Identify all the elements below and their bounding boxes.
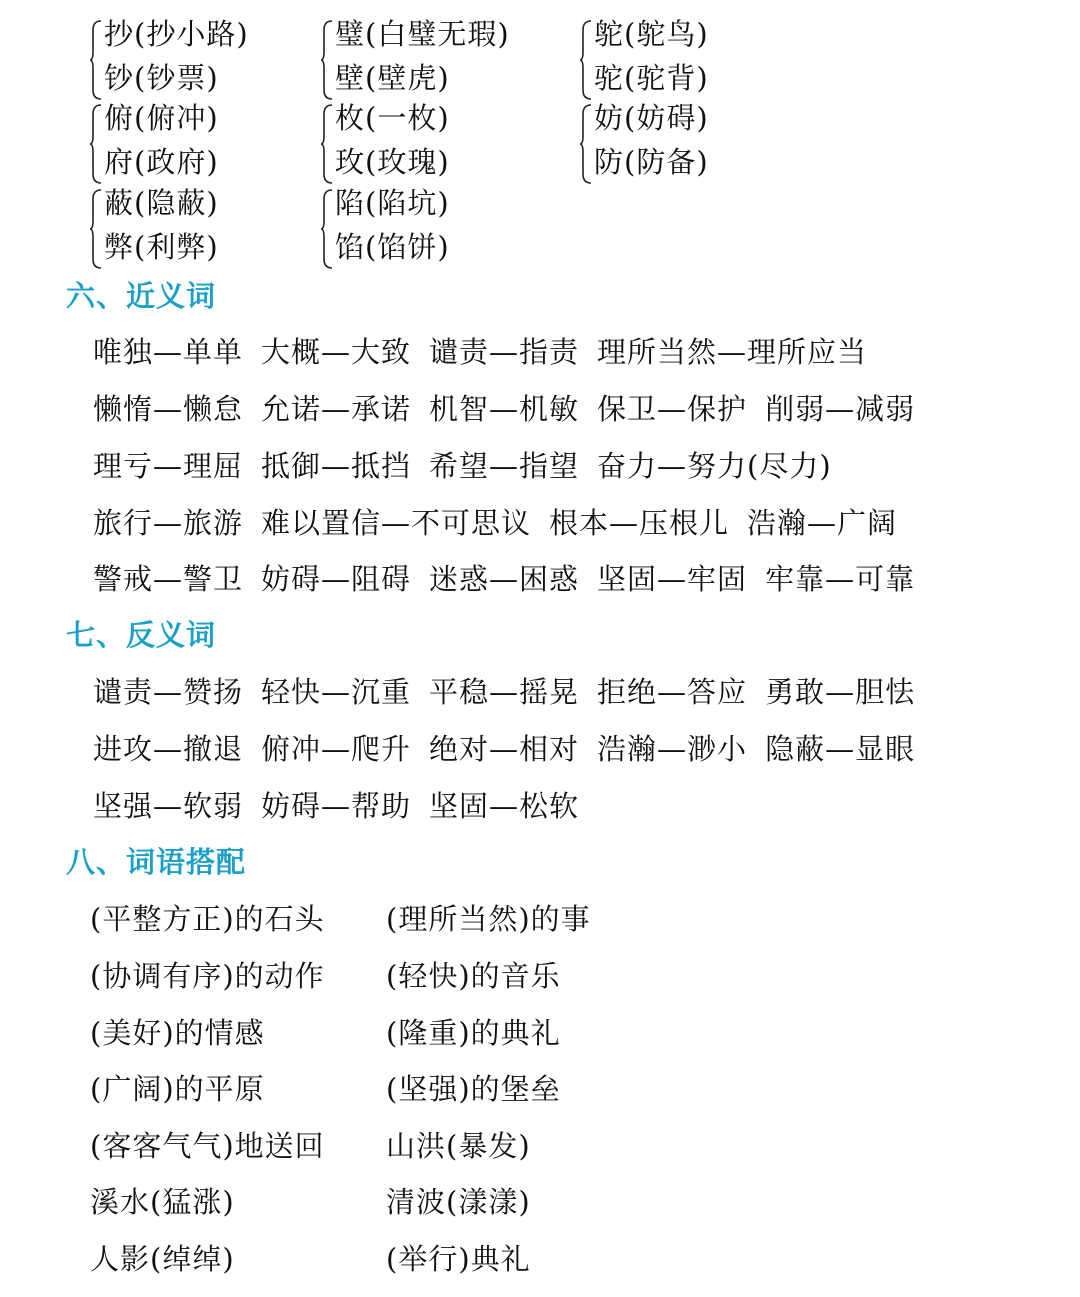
word-pair: 旅行—旅游 <box>93 506 244 540</box>
collocation-item: (轻快)的音乐 <box>386 959 561 993</box>
char-word: 弊(利弊) <box>104 230 219 264</box>
antonym-row <box>93 729 933 769</box>
collocation-item: 人影(绰绰) <box>90 1242 235 1276</box>
word-pair: 迷惑—困惑 <box>429 562 580 596</box>
word-pair: 勇敢—胆怯 <box>765 675 916 709</box>
brace-icon <box>321 189 333 269</box>
word-pair: 隐蔽—显眼 <box>765 732 916 766</box>
word-pair: 根本—压根儿 <box>549 506 730 540</box>
word-pair: 警戒—警卫 <box>93 562 244 596</box>
collocation-item: (广阔)的平原 <box>90 1072 265 1106</box>
brace-icon <box>90 104 102 184</box>
word-pair: 大概—大致 <box>261 335 412 369</box>
char-word: 馅(馅饼) <box>335 230 450 264</box>
brace-icon <box>580 104 592 184</box>
word-pair: 谴责—赞扬 <box>93 675 244 709</box>
collocation-item: (理所当然)的事 <box>386 902 591 936</box>
antonym-row <box>93 672 933 712</box>
word-pair: 抵御—抵挡 <box>261 449 412 483</box>
char-word: 壁(壁虎) <box>335 61 450 95</box>
brace-icon <box>321 104 333 184</box>
word-pair: 浩瀚—渺小 <box>597 732 748 766</box>
word-pair: 保卫—保护 <box>597 392 748 426</box>
collocation-item: (举行)典礼 <box>386 1242 531 1276</box>
word-pair: 唯独—单单 <box>93 335 244 369</box>
char-word: 防(防备) <box>594 145 709 179</box>
collocation-item: (协调有序)的动作 <box>90 959 325 993</box>
char-word: 俯(俯冲) <box>104 101 219 135</box>
char-word: 玫(玫瑰) <box>335 145 450 179</box>
char-word: 璧(白璧无瑕) <box>335 17 510 51</box>
char-group <box>90 16 330 104</box>
collocation-item: (隆重)的典礼 <box>386 1016 561 1050</box>
char-word: 枚(一枚) <box>335 101 450 135</box>
word-pair: 俯冲—爬升 <box>261 732 412 766</box>
word-pair: 妨碍—帮助 <box>261 789 412 823</box>
section-heading-synonyms: 六、近义词 <box>66 279 217 313</box>
collocation-item: 溪水(猛涨) <box>90 1185 235 1219</box>
word-pair: 希望—指望 <box>429 449 580 483</box>
synonym-row <box>93 332 885 372</box>
char-group <box>321 16 561 104</box>
word-pair: 允诺—承诺 <box>261 392 412 426</box>
word-pair: 坚强—软弱 <box>93 789 244 823</box>
word-pair: 机智—机敏 <box>429 392 580 426</box>
char-word: 陷(陷坑) <box>335 186 450 220</box>
word-pair: 绝对—相对 <box>429 732 580 766</box>
char-word: 鸵(鸵鸟) <box>594 17 709 51</box>
brace-icon <box>321 20 333 100</box>
synonym-row <box>93 389 933 429</box>
word-pair: 妨碍—阻碍 <box>261 562 412 596</box>
brace-icon <box>90 189 102 269</box>
collocation-item: (平整方正)的石头 <box>90 902 325 936</box>
word-pair: 理所当然—理所应当 <box>597 335 868 369</box>
word-pair: 轻快—沉重 <box>261 675 412 709</box>
synonym-row <box>93 503 915 543</box>
char-group <box>580 16 820 104</box>
char-group <box>90 185 330 273</box>
word-pair: 奋力—努力(尽力) <box>597 449 832 483</box>
char-word: 抄(抄小路) <box>104 17 249 51</box>
word-pair: 谴责—指责 <box>429 335 580 369</box>
collocation-item: (客客气气)地送回 <box>90 1129 325 1163</box>
word-pair: 坚固—牢固 <box>597 562 748 596</box>
char-group <box>321 100 561 188</box>
synonym-row <box>93 446 850 486</box>
char-word: 妨(妨碍) <box>594 101 709 135</box>
antonym-row <box>93 786 597 826</box>
collocation-item: 清波(漾漾) <box>386 1185 531 1219</box>
word-pair: 拒绝—答应 <box>597 675 748 709</box>
word-pair: 坚固—松软 <box>429 789 580 823</box>
synonym-row <box>93 559 933 599</box>
word-pair: 难以置信—不可思议 <box>261 506 532 540</box>
char-group <box>90 100 330 188</box>
char-word: 府(政府) <box>104 145 219 179</box>
char-group <box>321 185 561 273</box>
collocation-item: (美好)的情感 <box>90 1016 265 1050</box>
section-heading-collocations: 八、词语搭配 <box>66 845 247 879</box>
collocation-item: (坚强)的堡垒 <box>386 1072 561 1106</box>
brace-icon <box>90 20 102 100</box>
word-pair: 削弱—减弱 <box>765 392 916 426</box>
brace-icon <box>580 20 592 100</box>
char-word: 驼(驼背) <box>594 61 709 95</box>
char-word: 钞(钞票) <box>104 61 219 95</box>
word-pair: 浩瀚—广阔 <box>747 506 898 540</box>
char-word: 蔽(隐蔽) <box>104 186 219 220</box>
char-group <box>580 100 820 188</box>
word-pair: 平稳—摇晃 <box>429 675 580 709</box>
word-pair: 理亏—理屈 <box>93 449 244 483</box>
collocation-item: 山洪(暴发) <box>386 1129 531 1163</box>
word-pair: 进攻—撤退 <box>93 732 244 766</box>
section-heading-antonyms: 七、反义词 <box>66 618 217 652</box>
word-pair: 懒惰—懒怠 <box>93 392 244 426</box>
word-pair: 牢靠—可靠 <box>765 562 916 596</box>
